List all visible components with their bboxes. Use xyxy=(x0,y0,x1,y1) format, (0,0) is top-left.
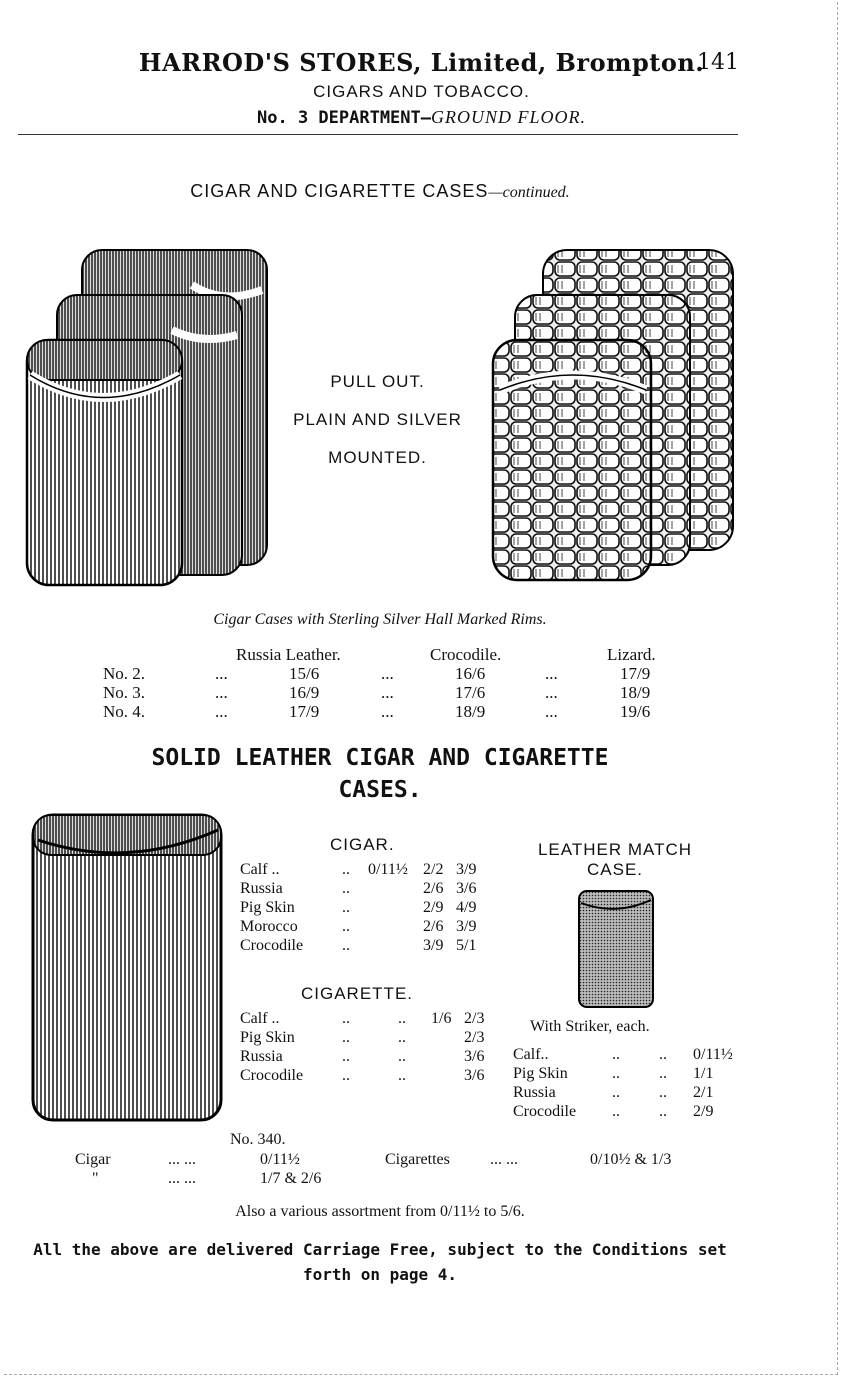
pullout-line-1: PULL OUT. xyxy=(330,372,425,391)
price-2: 3/9 xyxy=(423,937,444,954)
leader: ... xyxy=(545,702,558,721)
delivery-note-line-1: All the above are delivered Carriage Free, subject to the Conditions set xyxy=(33,1240,727,1259)
price-1: 1/6 xyxy=(431,1010,452,1027)
leader: .. xyxy=(659,1084,667,1101)
leader: ... ... xyxy=(168,1170,196,1187)
leader: .. xyxy=(342,1010,350,1027)
store-heading: HARROD'S STORES, Limited, Brompton. xyxy=(138,48,705,77)
leader: .. xyxy=(342,918,350,935)
material-name: Crocodile xyxy=(513,1103,577,1120)
price-3: 3/9 xyxy=(456,861,477,878)
match-price: 0/11½ xyxy=(693,1046,733,1063)
delivery-note-line-2: forth on page 4. xyxy=(302,1265,458,1284)
row-no: No. 2. xyxy=(103,664,146,683)
no-340-ditto-price: 1/7 & 2/6 xyxy=(260,1170,322,1187)
price-3: 3/6 xyxy=(456,880,477,897)
department-line xyxy=(0,107,843,128)
price-2: 2/3 xyxy=(464,1029,485,1046)
plain-cases-illustration xyxy=(22,245,272,595)
material-name: Calf.. xyxy=(513,1046,549,1063)
col-crocodile-header: Crocodile. xyxy=(430,645,502,664)
price-3: 4/9 xyxy=(456,899,477,916)
match-price: 2/1 xyxy=(693,1084,714,1101)
leader: ... xyxy=(545,664,558,683)
crocodile-cases-illustration xyxy=(488,245,743,585)
match-price: 1/1 xyxy=(693,1065,714,1082)
leader: ... xyxy=(215,683,228,702)
leader: .. xyxy=(659,1103,667,1120)
leader: .. xyxy=(342,861,350,878)
material-name: Russia xyxy=(240,880,283,897)
lizard-price: 17/9 xyxy=(620,664,651,683)
material-name: Russia xyxy=(513,1084,556,1101)
material-name: Pig Skin xyxy=(513,1065,568,1082)
section-title-text: CIGAR AND CIGARETTE CASES xyxy=(190,181,489,201)
with-striker-label: With Striker, each. xyxy=(530,1018,650,1035)
section-title xyxy=(0,181,760,202)
no-340-cigarettes-price: 0/10½ & 1/3 xyxy=(590,1151,672,1168)
leader: .. xyxy=(612,1046,620,1063)
leader: .. xyxy=(342,1048,350,1065)
crocodile-price: 18/9 xyxy=(455,702,486,721)
russia-price: 17/9 xyxy=(289,702,320,721)
crocodile-price: 17/6 xyxy=(455,683,486,702)
price-2: 3/6 xyxy=(464,1067,485,1084)
price-3: 3/9 xyxy=(456,918,477,935)
russia-price: 15/6 xyxy=(289,664,320,683)
department-floor: GROUND FLOOR. xyxy=(431,107,586,127)
material-name: Russia xyxy=(240,1048,283,1065)
ditto-mark: " xyxy=(92,1170,99,1187)
leader: .. xyxy=(659,1046,667,1063)
solid-leather-heading-2: CASES. xyxy=(338,777,422,803)
no-340-cigar-label: Cigar xyxy=(75,1151,111,1168)
leader: .. xyxy=(398,1029,406,1046)
catalogue-subtitle: CIGARS AND TOBACCO. xyxy=(313,82,530,101)
section-title-continued: —continued. xyxy=(488,184,570,201)
leader: .. xyxy=(398,1067,406,1084)
material-name: Calf .. xyxy=(240,861,280,878)
match-case-heading-2: CASE. xyxy=(586,860,644,879)
leader: .. xyxy=(398,1048,406,1065)
col-lizard-header: Lizard. xyxy=(607,645,656,664)
leader: ... xyxy=(215,702,228,721)
price-2: 2/3 xyxy=(464,1010,485,1027)
silver-rims-caption: Cigar Cases with Sterling Silver Hall Marked Rims. xyxy=(213,611,547,628)
leader: .. xyxy=(612,1065,620,1082)
match-price: 2/9 xyxy=(693,1103,714,1120)
leader: ... xyxy=(545,683,558,702)
leader: ... xyxy=(215,664,228,683)
cigar-heading: CIGAR. xyxy=(330,835,395,854)
leader: .. xyxy=(342,937,350,954)
cigarette-heading: CIGARETTE. xyxy=(301,984,414,1003)
leader: .. xyxy=(612,1103,620,1120)
leather-case-illustration xyxy=(28,810,228,1125)
price-2: 3/6 xyxy=(464,1048,485,1065)
material-name: Calf .. xyxy=(240,1010,280,1027)
pullout-line-2: PLAIN AND SILVER xyxy=(293,410,462,429)
assortment-note: Also a various assortment from 0/11½ to 5/6. xyxy=(235,1203,525,1220)
leader: .. xyxy=(398,1010,406,1027)
lizard-price: 19/6 xyxy=(620,702,651,721)
leader: .. xyxy=(342,880,350,897)
lizard-price: 18/9 xyxy=(620,683,651,702)
row-no: No. 4. xyxy=(103,702,146,721)
price-2: 2/6 xyxy=(423,880,444,897)
no-340-label: No. 340. xyxy=(230,1131,286,1148)
leader: .. xyxy=(342,1029,350,1046)
price-3: 5/1 xyxy=(456,937,477,954)
department-label: No. 3 DEPARTMENT— xyxy=(257,108,431,128)
material-name: Morocco xyxy=(240,918,298,935)
col-russia-header: Russia Leather. xyxy=(236,645,341,664)
leader: ... xyxy=(381,683,394,702)
leader: .. xyxy=(612,1084,620,1101)
no-340-cigarettes-label: Cigarettes xyxy=(385,1151,450,1168)
row-no: No. 3. xyxy=(103,683,146,702)
leader: ... xyxy=(381,702,394,721)
material-name: Crocodile xyxy=(240,1067,304,1084)
russia-price: 16/9 xyxy=(289,683,320,702)
material-name: Pig Skin xyxy=(240,1029,295,1046)
crocodile-price: 16/6 xyxy=(455,664,486,683)
price-2: 2/2 xyxy=(423,861,444,878)
price-2: 2/9 xyxy=(423,899,444,916)
price-2: 2/6 xyxy=(423,918,444,935)
material-name: Crocodile xyxy=(240,937,304,954)
price-1: 0/11½ xyxy=(368,861,408,878)
no-340-cigar-price: 0/11½ xyxy=(260,1151,300,1168)
material-name: Pig Skin xyxy=(240,899,295,916)
pullout-line-3: MOUNTED. xyxy=(328,448,427,467)
header-rule xyxy=(18,134,738,135)
match-case-illustration xyxy=(576,888,656,1010)
match-case-heading-1: LEATHER MATCH xyxy=(537,840,693,859)
leader: ... ... xyxy=(490,1151,518,1168)
solid-leather-heading-1: SOLID LEATHER CIGAR AND CIGARETTE xyxy=(151,745,609,771)
leader: .. xyxy=(342,899,350,916)
leader: ... ... xyxy=(168,1151,196,1168)
leader: .. xyxy=(342,1067,350,1084)
leader: ... xyxy=(381,664,394,683)
leader: .. xyxy=(659,1065,667,1082)
page-number: 141 xyxy=(697,50,739,75)
